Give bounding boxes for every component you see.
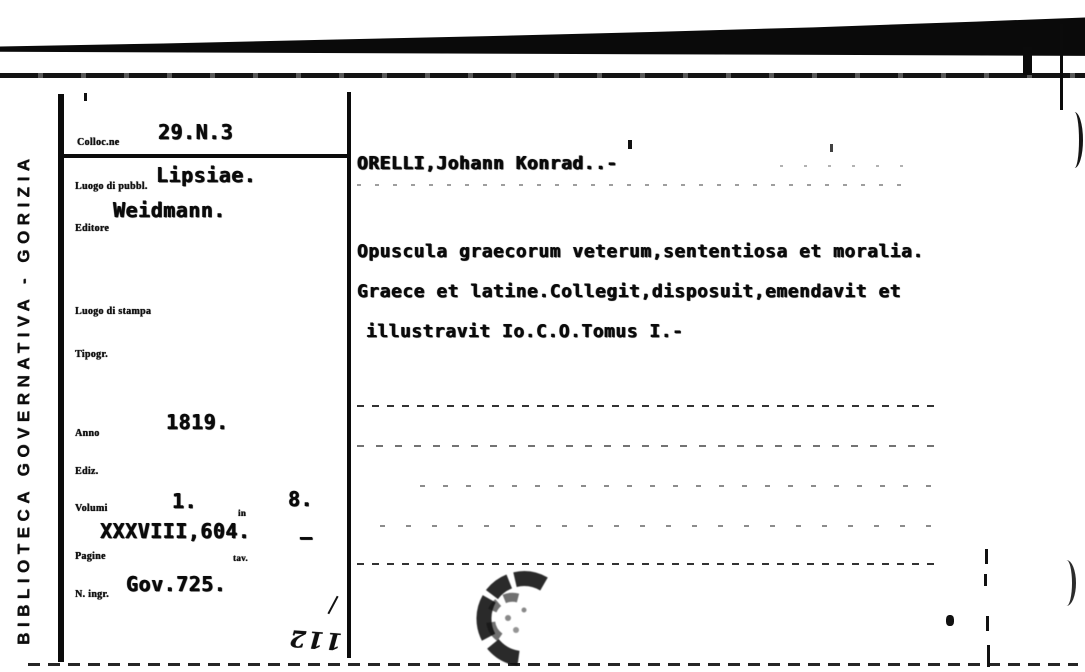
field-value-tavole: — (300, 525, 313, 549)
fold-mark (984, 574, 987, 586)
field-label-anno: Anno (75, 428, 100, 439)
ink-blot (946, 615, 954, 626)
handwritten-inventory-number: 112 (287, 624, 343, 655)
field-value-luogo-pubbl: Lipsiae. (156, 163, 257, 187)
field-value-editore: Weidmann. (113, 198, 226, 222)
ruled-line (780, 165, 908, 167)
field-label-tavole: tav. (233, 553, 248, 563)
card-left-border (58, 94, 64, 662)
field-value-volumi: 1. (172, 489, 198, 513)
round-library-stamp-icon (458, 568, 570, 672)
ruled-line (420, 485, 935, 487)
field-label-pagine: Pagine (75, 551, 106, 562)
scan-edge-band (0, 6, 1085, 58)
ruled-line (357, 184, 905, 186)
scan-speck (84, 93, 87, 101)
entry-title-line-2: Graece et latine.Collegit,disposuit,emendavit et (357, 281, 902, 302)
field-label-tipografo: Tipogr. (75, 349, 108, 360)
field-label-volumi: Volumi (75, 503, 108, 514)
ruled-line (357, 445, 935, 447)
field-label-luogo-stampa: Luogo di stampa (75, 306, 152, 317)
field-label-luogo-pubbl: Luogo di pubbl. (75, 181, 148, 192)
field-label-editore: Editore (75, 223, 110, 234)
field-value-collocazione: 29.N.3 (158, 120, 234, 144)
field-label-edizione: Ediz. (75, 466, 99, 477)
field-value-numero-ingresso: Gov.725. (126, 572, 227, 596)
paper-curl-mark-top (1066, 112, 1083, 168)
scan-speck (830, 144, 833, 152)
ruled-line (380, 525, 935, 527)
field-value-anno: 1819. (166, 410, 229, 434)
field-value-formato: 8. (288, 487, 314, 511)
field-value-pagine: XXXVIII,604. (100, 519, 251, 543)
pen-stroke (327, 596, 338, 615)
ruled-line (357, 563, 940, 565)
card-top-rule (0, 73, 1085, 78)
scan-mark (1023, 47, 1032, 75)
card-right-edge-line (1060, 24, 1063, 110)
fold-mark (986, 616, 989, 631)
fold-mark (985, 549, 988, 564)
library-spine-title: BIBLIOTECA GOVERNATIVA - GORIZIA (14, 153, 33, 645)
entry-author-heading: ORELLI,Johann Konrad..- (357, 153, 618, 174)
card-column-divider (347, 92, 351, 658)
collocation-underline (64, 154, 348, 158)
ruled-line (357, 405, 935, 407)
scan-speck (628, 140, 632, 149)
fold-mark (987, 645, 990, 667)
field-label-formato-in: in (238, 508, 247, 518)
entry-title-line-3: illustravit Io.C.O.Tomus I.- (366, 321, 684, 342)
paper-curl-mark-bottom (1057, 560, 1076, 606)
field-label-numero-ingresso: N. ingr. (75, 589, 109, 600)
field-label-collocazione: Colloc.ne (77, 137, 120, 148)
entry-title-line-1: Opuscula graecorum veterum,sententiosa et moralia. (357, 241, 924, 262)
